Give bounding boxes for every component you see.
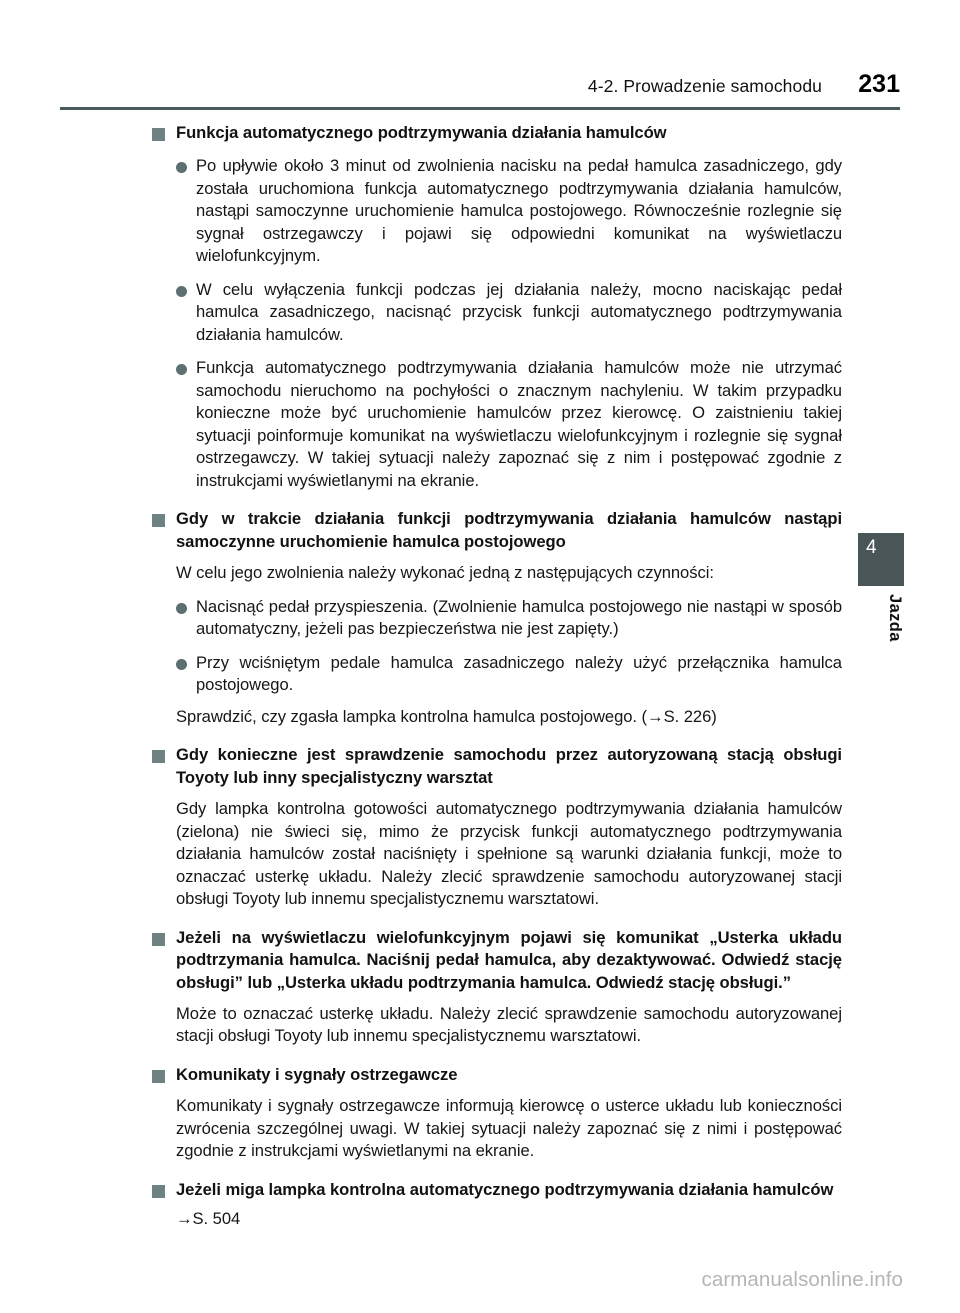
header-divider xyxy=(60,107,900,110)
section-lead-text: W celu jego zwolnienia należy wykonać jedną z następujących czynności: xyxy=(176,563,714,583)
square-bullet-icon xyxy=(152,750,165,763)
list-item-text: Po upływie około 3 minut od zwolnienia nacisku na pedał hamulca zasadniczego, gdy została uruchomiona funkcja automatycznego podtrzymywania działania hamulców, nastąpi samoczynne uruchomienie hamulca postojowego. Równocześnie rozlegnie się sygnał ostrzegawczy i pojawi się odpowiedni komunikat na wyświetlaczu wielofunkcyjnym. xyxy=(196,156,842,266)
section-heading-row xyxy=(152,508,842,553)
section-body-text: Może to oznaczać usterkę układu. Należy zlecić sprawdzenie samochodu autoryzowanej stacji obsługi Toyoty lub innemu specjalistycznemu warsztatowi. xyxy=(176,1003,842,1046)
round-bullet-icon xyxy=(176,603,187,614)
square-bullet-icon xyxy=(152,933,165,946)
page-reference: →S. 504 xyxy=(176,1209,241,1229)
round-bullet-icon xyxy=(176,364,187,375)
round-bullet-icon xyxy=(176,162,187,173)
list-item-text: Przy wciśniętym pedale hamulca zasadniczego należy użyć przełącznika hamulca postojowego. xyxy=(196,652,842,695)
section-heading-row xyxy=(152,122,842,144)
chapter-tab-number: 4 xyxy=(866,537,877,558)
page-content xyxy=(152,122,842,1231)
section-heading-row xyxy=(152,1179,842,1201)
list-item-text: W celu wyłączenia funkcji podczas jej działania należy, mocno naciskając pedał hamulca zasadniczego, nacisnąć przycisk funkcji automatycznego podtrzymywania działania hamulców. xyxy=(196,279,842,344)
list-item xyxy=(176,596,842,641)
footer-watermark: carmanualsonline.info xyxy=(701,1268,903,1291)
round-bullet-icon xyxy=(176,659,187,670)
section-heading-row xyxy=(152,744,842,789)
list-item xyxy=(176,155,842,267)
section-heading: Jeżeli miga lampka kontrolna automatycznego podtrzymywania działania hamulców xyxy=(176,1179,834,1199)
square-bullet-icon xyxy=(152,128,165,141)
section-body-text: Komunikaty i sygnały ostrzegawcze informują kierowcę o usterce układu lub konieczności zwrócenia szczególnej uwagi. W takiej sytuacji należy zapoznać się z nimi i postępować zgodnie z instrukcjami wyświetlanymi na ekranie. xyxy=(176,1096,842,1161)
page-header xyxy=(60,72,900,97)
section-heading: Komunikaty i sygnały ostrzegawcze xyxy=(176,1064,458,1084)
chapter-tab xyxy=(858,533,904,586)
section-heading: Gdy konieczne jest sprawdzenie samochodu przez autoryzowaną stacją obsługi Toyoty lub inny specjalistyczny warsztat xyxy=(176,745,842,787)
section-heading-row xyxy=(152,1064,842,1086)
list-item-text: Nacisnąć pedał przyspieszenia. (Zwolnienie hamulca postojowego nie nastąpi w sposób automatyczny, jeżeli pas bezpieczeństwa nie jest zapięty.) xyxy=(196,596,842,639)
list-item xyxy=(176,652,842,697)
square-bullet-icon xyxy=(152,1185,165,1198)
square-bullet-icon xyxy=(152,1070,165,1083)
section-heading: Gdy w trakcie działania funkcji podtrzymywania działania hamulców nastąpi samoczynne uruchomienie hamulca postojowego xyxy=(176,509,842,551)
section-heading-row xyxy=(152,927,842,994)
square-bullet-icon xyxy=(152,514,165,527)
chapter-tab-label: Jazda xyxy=(886,594,904,642)
header-section-title: 4-2. Prowadzenie samochodu xyxy=(587,75,822,96)
list-item xyxy=(176,357,842,492)
section-heading: Jeżeli na wyświetlaczu wielofunkcyjnym pojawi się komunikat „Usterka układu podtrzymania hamulca. Naciśnij pedał hamulca, aby dezaktywować. Odwiedź stację obsługi” lub „Usterka układu podtrzymania hamulca. Odwiedź stację obsługi.” xyxy=(176,927,842,992)
section-closing-text: Sprawdzić, czy zgasła lampka kontrolna hamulca postojowego. (→S. 226) xyxy=(176,706,717,726)
round-bullet-icon xyxy=(176,286,187,297)
section-heading: Funkcja automatycznego podtrzymywania działania hamulców xyxy=(176,123,667,142)
section-body-text: Gdy lampka kontrolna gotowości automatycznego podtrzymywania działania hamulców (zielona) nie świeci się, mimo że przycisk funkcji automatycznego podtrzymywania działania hamulców został naciśnięty i spełnione są warunki działania funkcji, może to oznaczać usterkę układu. Należy zlecić sprawdzenie samochodu autoryzowanej stacji obsługi Toyoty lub innemu specjalistycznemu warsztatowi. xyxy=(176,799,842,909)
page-number: 231 xyxy=(858,70,900,98)
list-item-text: Funkcja automatycznego podtrzymywania działania hamulców może nie utrzymać samochodu nieruchomo na pochyłości o znacznym nachyleniu. W takim przypadku konieczne może być uruchomienie hamulców przez kierowcę. O zaistnieniu takiej sytuacji poinformuje komunikat na wyświetlaczu wielofunkcyjnym i rozlegnie się sygnał ostrzegawczy. W takiej sytuacji należy zapoznać się z nim i postępować zgodnie z instrukcjami wyświetlanymi na ekranie. xyxy=(196,358,842,490)
list-item xyxy=(176,279,842,346)
